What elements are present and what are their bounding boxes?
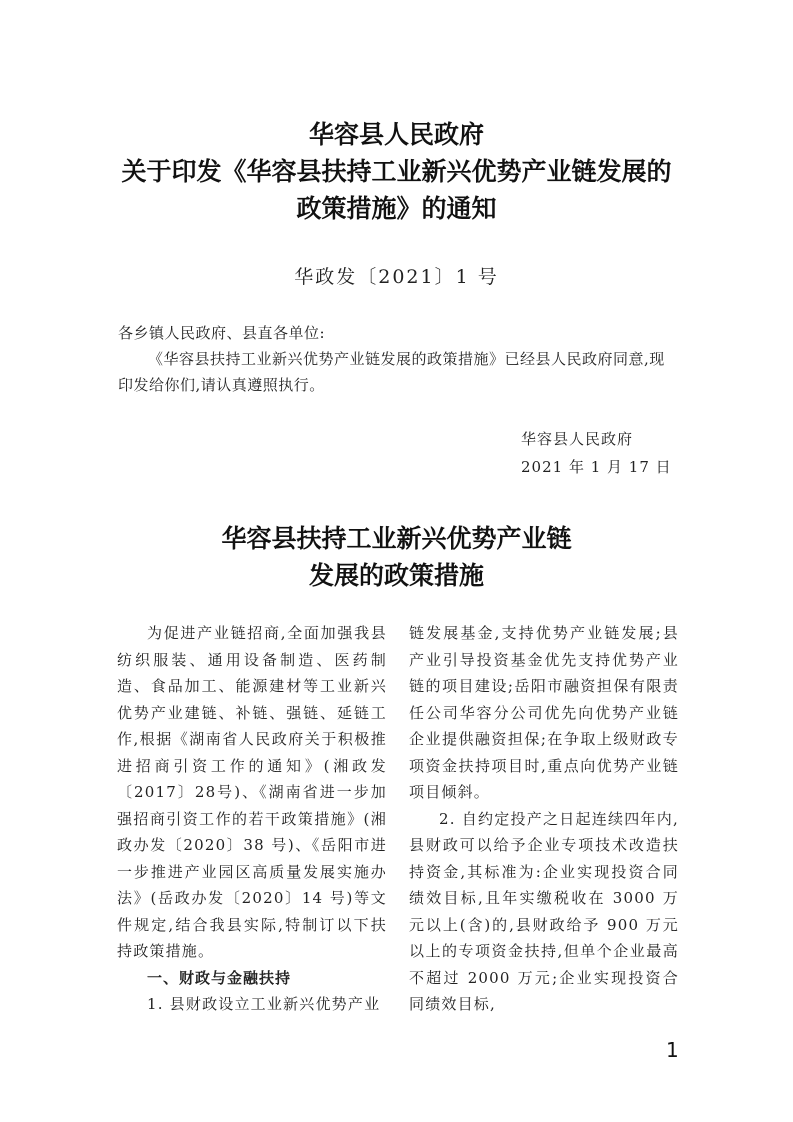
signature-date: 2021 年 1 月 17 日 [521,458,672,476]
notice-body: 《华容县扶持工业新兴优势产业链发展的政策措施》已经县人民政府同意,现印发给你们,请认真遵照执行。 [118,350,665,394]
salutation: 各乡镇人民政府、县直各单位: [118,324,326,342]
right-column [409,620,679,1018]
intro-paragraph: 为促进产业链招商,全面加强我县纺织服装、通用设备制造、医药制造、食品加工、能源建材等工业新兴优势产业建链、补链、强链、延链工作,根据《湖南省人民政府关于积极推进招商引资工作的通知》(湘政发〔2017〕28号)、《湖南省进一步加强招商引资工作的若干政策措施》(湘政办发〔2020〕38 号)、《岳阳市进一步推进产业园区高质量发展实施办法》(岳政办发〔2020〕14 号)等文件规定,结合我县实际,特制订以下扶持政策措施。 [117,624,387,960]
item-2: 2. 自约定投产之日起连续四年内,县财政可以给予企业专项技术改造扶持资金,其标准为:企业实现投资合同绩效目标,且年实缴税收在 3000 万元以上(含)的,县财政给予 900 万元以上的专项资金扶持,但单个企业最高不超过 2000 万元;企业实现投资合同绩效目标, [409,809,679,1013]
section-heading: 一、财政与金融扶持 [147,968,292,987]
title-line-2: 关于印发《华容县扶持工业新兴优势产业链发展的 [121,157,672,186]
title-line-3: 政策措施》的通知 [296,194,497,223]
page-number: 1 [666,1038,679,1062]
item-1-continued: 链发展基金,支持优势产业链发展;县产业引导投资基金优先支持优势产业链的项目建设;岳阳市融资担保有限责任公司华容分公司优先向优势产业链企业提供融资担保;在争取上级财政专项资金扶持项目时,重点向优势产业链项目倾斜。 [409,624,679,801]
policy-title-line-2: 发展的政策措施 [308,561,484,590]
left-column [117,620,387,1018]
policy-title [0,520,793,594]
policy-title-line-1: 华容县扶持工业新兴优势产业链 [221,524,572,553]
signature-org: 华容县人民政府 [521,430,634,448]
document-number: 华政发〔2021〕1 号 [294,266,499,288]
title-line-1: 华容县人民政府 [308,120,484,149]
notice-title [0,116,793,227]
item-1-start: 1. 县财政设立工业新兴优势产业 [147,995,381,1013]
